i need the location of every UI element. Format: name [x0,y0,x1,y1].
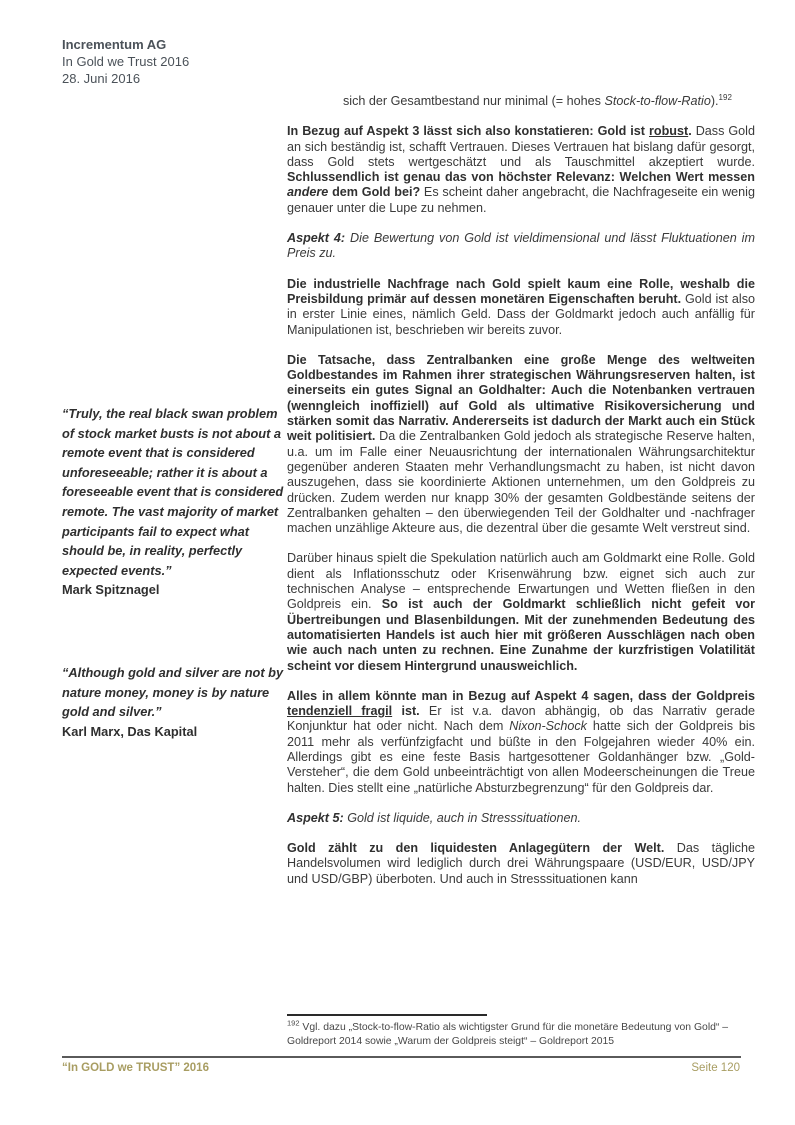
text-run: Stock-to-flow-Ratio [604,94,711,108]
text-run: Gold zählt zu den liquidesten Anlagegütern der Welt. [287,841,665,856]
footnote-192 [287,1018,755,1049]
quote-text: “Although gold and silver are not by nature money, money is by nature gold and silver.” [62,665,284,720]
aspekt-4-heading [287,231,755,262]
text-run: hatte sich der Goldpreis bis 2011 mehr als verfünfzigfacht und büßte in den Folgejahren wieder 40% ein. Allerdings gibt es eine feste Basis hartgesottener Goldanhänger bzw. „Gold-Versteher“, die dem Gold unbeeinträchtigt von allen Modeerscheinungen die Treue halten. Dies stellt eine „natürliche Absturzbegrenzung“ für den Goldpreis dar. [287,719,755,795]
text-run: Es scheint daher angebracht, die Nachfrageseite ein wenig genauer unter die Lupe zu nehmen. [287,185,755,215]
body-paragraph-aspekt3-conclusion [287,124,755,216]
footnote-number: 192 [287,1018,300,1028]
text-run: 192 [718,92,732,102]
header-date: 28. Juni 2016 [62,71,141,86]
body-paragraph-liquidity [287,841,755,887]
footer-divider [62,1056,741,1058]
main-text-column [287,94,755,902]
text-run: Gold ist also in erster Linie eines, nämlich Geld. Dass der Goldmarkt jedoch auch anfällig für Manipulationen ist, beschrieben wir bereits zuvor. [287,291,756,337]
body-paragraph-speculation [287,551,755,673]
quote-author: Karl Marx, Das Kapital [62,723,198,739]
text-run: Er ist v.a. davon abhängig, ob das Narrativ gerade Konjunktur hat oder nicht. Nach dem [287,704,755,734]
quote-author: Mark Spitznagel [62,582,160,598]
text-run: Schlussendlich ist genau das von höchster Relevanz: Welchen Wert messen [287,170,755,185]
header-report-title: In Gold we Trust 2016 [62,54,190,69]
text-run: Darüber hinaus spielt die Spekulation natürlich auch am Goldmarkt eine Rolle. Gold dient als Inflationsschutz oder Krisenwährung bzw. eignet sich auch zur technischen Analyse – entsprechende Erwartungen und Wetten fließen in den Goldpreis ein. [287,551,755,612]
text-run: Die industrielle Nachfrage nach Gold spielt kaum eine Rolle, weshalb die Preisbildung primär auf dessen monetären Eigenschaften beruht. [287,276,755,306]
text-run: andere [287,185,329,200]
text-run: sich der Gesamtbestand nur minimal (= hohes [343,94,605,108]
body-paragraph-central-banks [287,353,755,537]
text-run: Alles in allem könnte man in Bezug auf Aspekt 4 sagen, dass der Goldpreis [287,688,755,703]
text-run: . [688,124,692,139]
text-run: So ist auch der Goldmarkt schließlich nicht gefeit vor Übertreibungen und Blasenbildungen. Mit der zunehmenden Bedeutung des automatisierten Handels ist auch hier mit größeren Ausschlägen nach oben wie auch nach unten zu rechnen. Eine Zunahme der kurzfristigen Volatilität scheint vor diesem Hintergrund unausweichlich. [287,597,755,673]
footnote-divider [287,1014,487,1016]
text-run: In Bezug auf Aspekt 3 lässt sich also konstatieren: Gold ist [287,124,649,139]
text-run: robust [649,124,689,139]
body-paragraph-industrial-demand [287,277,755,338]
text-run: Die Tatsache, dass Zentralbanken eine große Menge des weltweiten Goldbestandes im Rahmen ihrer strategischen Währungsreserven halten, ist einerseits ein gutes Signal an Goldhalter: Auch die Notenbanken vertrauen (wenngleich inoffiziell) auf Gold als ultimative Risikoversicherung und stärken somit das Narrativ. Andererseits ist dadurch der Markt auch ein Stück weit politisiert. [287,352,755,444]
text-run: ). [710,94,719,108]
text-run: Die Bewertung von Gold ist vieldimensional und lässt Fluktuationen im Preis zu. [287,231,755,261]
page-header [62,36,189,87]
text-run: ist. [392,704,420,719]
text-run: dem Gold bei? [328,185,421,200]
sidebar-quote-marx [62,663,286,741]
text-run: tendenziell fragil [287,704,393,719]
header-company: Incrementum AG [62,37,167,52]
footer-report-title: “In GOLD we TRUST” 2016 [62,1062,209,1074]
text-run: Nixon-Schock [509,719,587,734]
text-run: Da die Zentralbanken Gold jedoch als strategische Reserve halten, u.a. um im Falle einer Neuausrichtung der internationalen Währungsarchitektur gegenüber anderen Staaten mehr Verhandlungsmacht zu haben, ist nicht davon auszugehen, dass sie koordinierte Aktionen unternehmen, um den Goldpreis zu drücken. Zudem werden nur knapp 30% der gesamten Goldbestände seitens der Zentralbanken gehalten – den überwiegenden Teil der Goldhalter und -nachfrager machen unzählige Akteure aus, die dezentral über die gesamte Welt verstreut sind. [287,429,755,536]
aspekt-5-heading [287,811,755,826]
text-run: Dass Gold an sich beständig ist, schafft Vertrauen. Dieses Vertrauen hat bislang dafür gesorgt, dass Gold stets wertgeschätzt und als Tauschmittel akzeptiert wurde. [287,124,755,169]
text-run: Aspekt 5: [287,810,344,825]
text-run: Das tägliche Handelsvolumen wird lediglich durch drei Währungspaare (USD/EUR, USD/JPY und USD/GBP) überboten. Und auch in Stresssituationen kann [287,841,755,886]
sidebar-quote-spitznagel [62,404,286,600]
quote-text: “Truly, the real black swan problem of stock market busts is not about a remote event that is considered unforeseeable; rather it is about a foreseeable event that is considered remote. The vast majority of market participants fail to expect what should be, in reality, perfectly expected events.” [62,406,284,578]
body-paragraph-carryover [287,94,755,109]
footer-page-number: Seite 120 [691,1062,740,1074]
text-run: Aspekt 4: [287,231,346,246]
body-paragraph-aspekt4-conclusion [287,689,755,796]
footnote-text: Vgl. dazu „Stock-to-flow-Ratio als wichtigster Grund für die monetäre Bedeutung von Gold“ – Goldreport 2014 sowie „Warum der Goldpreis steigt“ – Goldreport 2015 [287,1022,729,1047]
text-run: Gold ist liquide, auch in Stresssituationen. [343,810,582,825]
